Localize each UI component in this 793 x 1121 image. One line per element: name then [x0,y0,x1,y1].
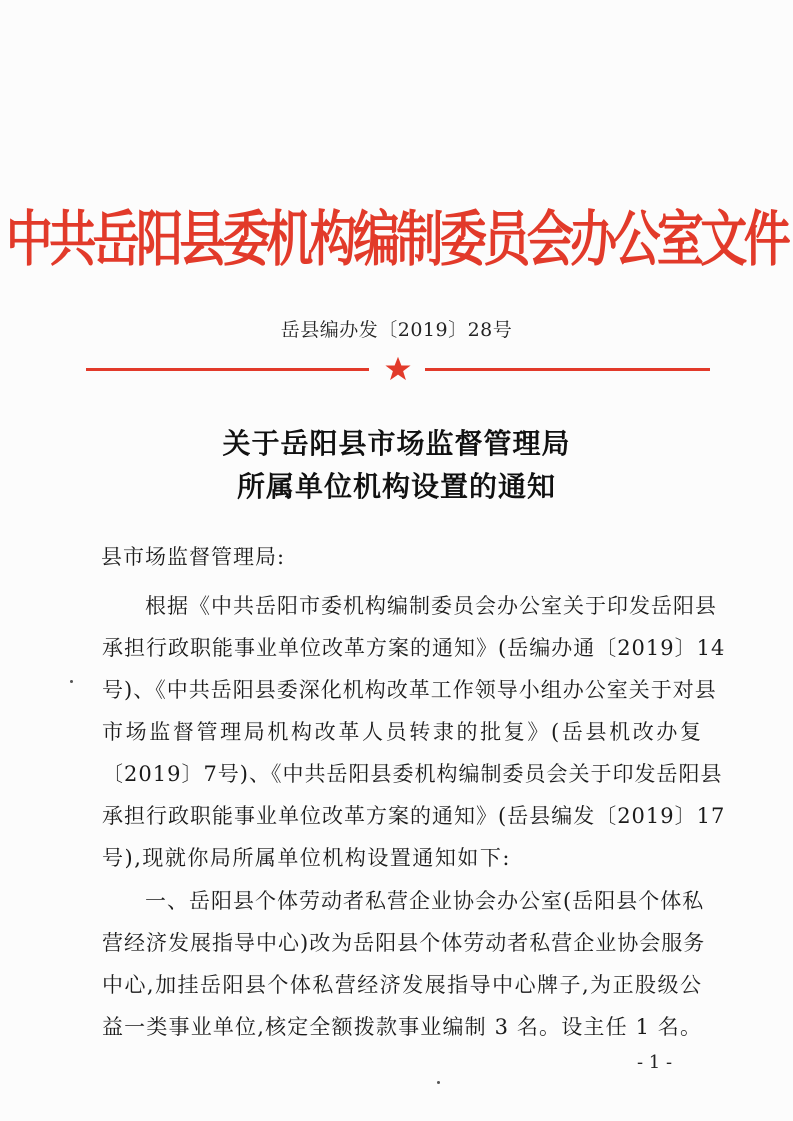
paragraph-line: 承担行政职能事业单位改革方案的通知》(岳县编发〔2019〕17 [102,804,726,828]
paragraph-line: 号),现就你局所属单位机构设置通知如下: [102,846,511,870]
paragraph-line: 益一类事业单位,核定全额拨款事业编制 3 名。设主任 1 名。 [102,1015,702,1039]
header-divider-right [425,368,710,371]
paragraph-line: 根据《中共岳阳市委机构编制委员会办公室关于印发岳阳县 [145,594,717,618]
paragraph-line: 一、岳阳县个体劳动者私营企业协会办公室(岳阳县个体私 [145,889,705,913]
paragraph-line: 号)、《中共岳阳县委深化机构改革工作领导小组办公室关于对县 [102,678,717,702]
paragraph-line: 承担行政职能事业单位改革方案的通知》(岳编办通〔2019〕14 [102,636,726,660]
header-divider-left [86,368,369,371]
document-header-title: 中共岳阳县委机构编制委员会办公室文件 [5,204,788,276]
notice-title-line-2: 所属单位机构设置的通知 [236,470,556,503]
paragraph-line: 〔2019〕7号)、《中共岳阳县委机构编制委员会关于印发岳阳县 [102,762,723,786]
paragraph-line: 营经济发展指导中心)改为岳阳县个体劳动者私营企业协会服务 [102,931,706,955]
star-icon [384,355,412,383]
scan-speck [437,1081,440,1084]
notice-title-line-1: 关于岳阳县市场监督管理局 [222,427,571,460]
document-number: 岳县编办发〔2019〕28号 [280,319,513,341]
addressee: 县市场监督管理局: [101,545,286,569]
paragraph-line: 市场监督管理局机构改革人员转隶的批复》(岳县机改办复 [102,720,702,744]
scan-speck [70,680,73,683]
page-number: - 1 - [637,1052,673,1073]
paragraph-line: 中心,加挂岳阳县个体私营经济发展指导中心牌子,为正股级公 [102,973,702,997]
